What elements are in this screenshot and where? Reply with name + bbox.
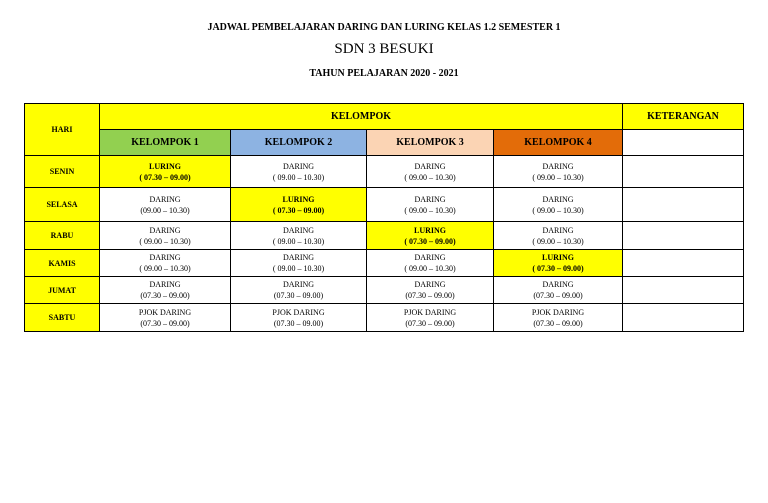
keterangan-cell <box>623 188 744 222</box>
schedule-cell: DARING ( 09.00 – 10.30) <box>231 156 367 188</box>
table-row <box>25 277 744 304</box>
schedule-cell: LURING ( 07.30 – 09.00) <box>494 250 623 277</box>
schedule-cell: DARING (09.00 – 10.30) <box>100 188 231 222</box>
day-cell: RABU <box>25 222 100 250</box>
schedule-cell: DARING ( 09.00 – 10.30) <box>100 250 231 277</box>
group-header-1: KELOMPOK 1 <box>100 130 231 156</box>
keterangan-header: KETERANGAN <box>623 104 744 130</box>
table-row <box>25 250 744 277</box>
day-cell: SELASA <box>25 188 100 222</box>
table-row <box>25 188 744 222</box>
keterangan-cell <box>623 304 744 332</box>
schedule-cell: PJOK DARING (07.30 – 09.00) <box>100 304 231 332</box>
academic-year: TAHUN PELAJARAN 2020 - 2021 <box>309 68 459 79</box>
schedule-cell: DARING (07.30 – 09.00) <box>100 277 231 304</box>
day-cell: KAMIS <box>25 250 100 277</box>
schedule-cell: DARING ( 09.00 – 10.30) <box>367 156 494 188</box>
schedule-cell: DARING (07.30 – 09.00) <box>494 277 623 304</box>
schedule-cell: DARING (07.30 – 09.00) <box>367 277 494 304</box>
schedule-cell: DARING ( 09.00 – 10.30) <box>100 222 231 250</box>
schedule-cell: PJOK DARING (07.30 – 09.00) <box>494 304 623 332</box>
keterangan-cell <box>623 250 744 277</box>
schedule-cell: DARING ( 09.00 – 10.30) <box>367 188 494 222</box>
hari-header: HARI <box>25 104 100 156</box>
schedule-cell: PJOK DARING (07.30 – 09.00) <box>231 304 367 332</box>
table-row <box>25 222 744 250</box>
group-header-2: KELOMPOK 2 <box>231 130 367 156</box>
keterangan-cell <box>623 277 744 304</box>
day-cell: SENIN <box>25 156 100 188</box>
keterangan-empty-cell <box>623 130 744 156</box>
keterangan-cell <box>623 222 744 250</box>
schedule-cell: DARING (07.30 – 09.00) <box>231 277 367 304</box>
group-header-3: KELOMPOK 3 <box>367 130 494 156</box>
schedule-cell: DARING ( 09.00 – 10.30) <box>231 250 367 277</box>
table-row <box>25 304 744 332</box>
kelompok-header: KELOMPOK <box>100 104 623 130</box>
schedule-table <box>24 103 744 332</box>
schedule-cell: DARING ( 09.00 – 10.30) <box>494 156 623 188</box>
schedule-cell: LURING ( 07.30 – 09.00) <box>367 222 494 250</box>
table-row <box>25 156 744 188</box>
schedule-cell: DARING ( 09.00 – 10.30) <box>231 222 367 250</box>
schedule-cell: DARING ( 09.00 – 10.30) <box>494 222 623 250</box>
group-header-4: KELOMPOK 4 <box>494 130 623 156</box>
schedule-cell: DARING ( 09.00 – 10.30) <box>494 188 623 222</box>
schedule-cell: PJOK DARING (07.30 – 09.00) <box>367 304 494 332</box>
schedule-cell: DARING ( 09.00 – 10.30) <box>367 250 494 277</box>
keterangan-cell <box>623 156 744 188</box>
day-cell: SABTU <box>25 304 100 332</box>
document-title: JADWAL PEMBELAJARAN DARING DAN LURING KELAS 1.2 SEMESTER 1 <box>207 22 561 33</box>
day-cell: JUMAT <box>25 277 100 304</box>
school-name: SDN 3 BESUKI <box>334 41 434 57</box>
schedule-cell: LURING ( 07.30 – 09.00) <box>231 188 367 222</box>
schedule-cell: LURING ( 07.30 – 09.00) <box>100 156 231 188</box>
